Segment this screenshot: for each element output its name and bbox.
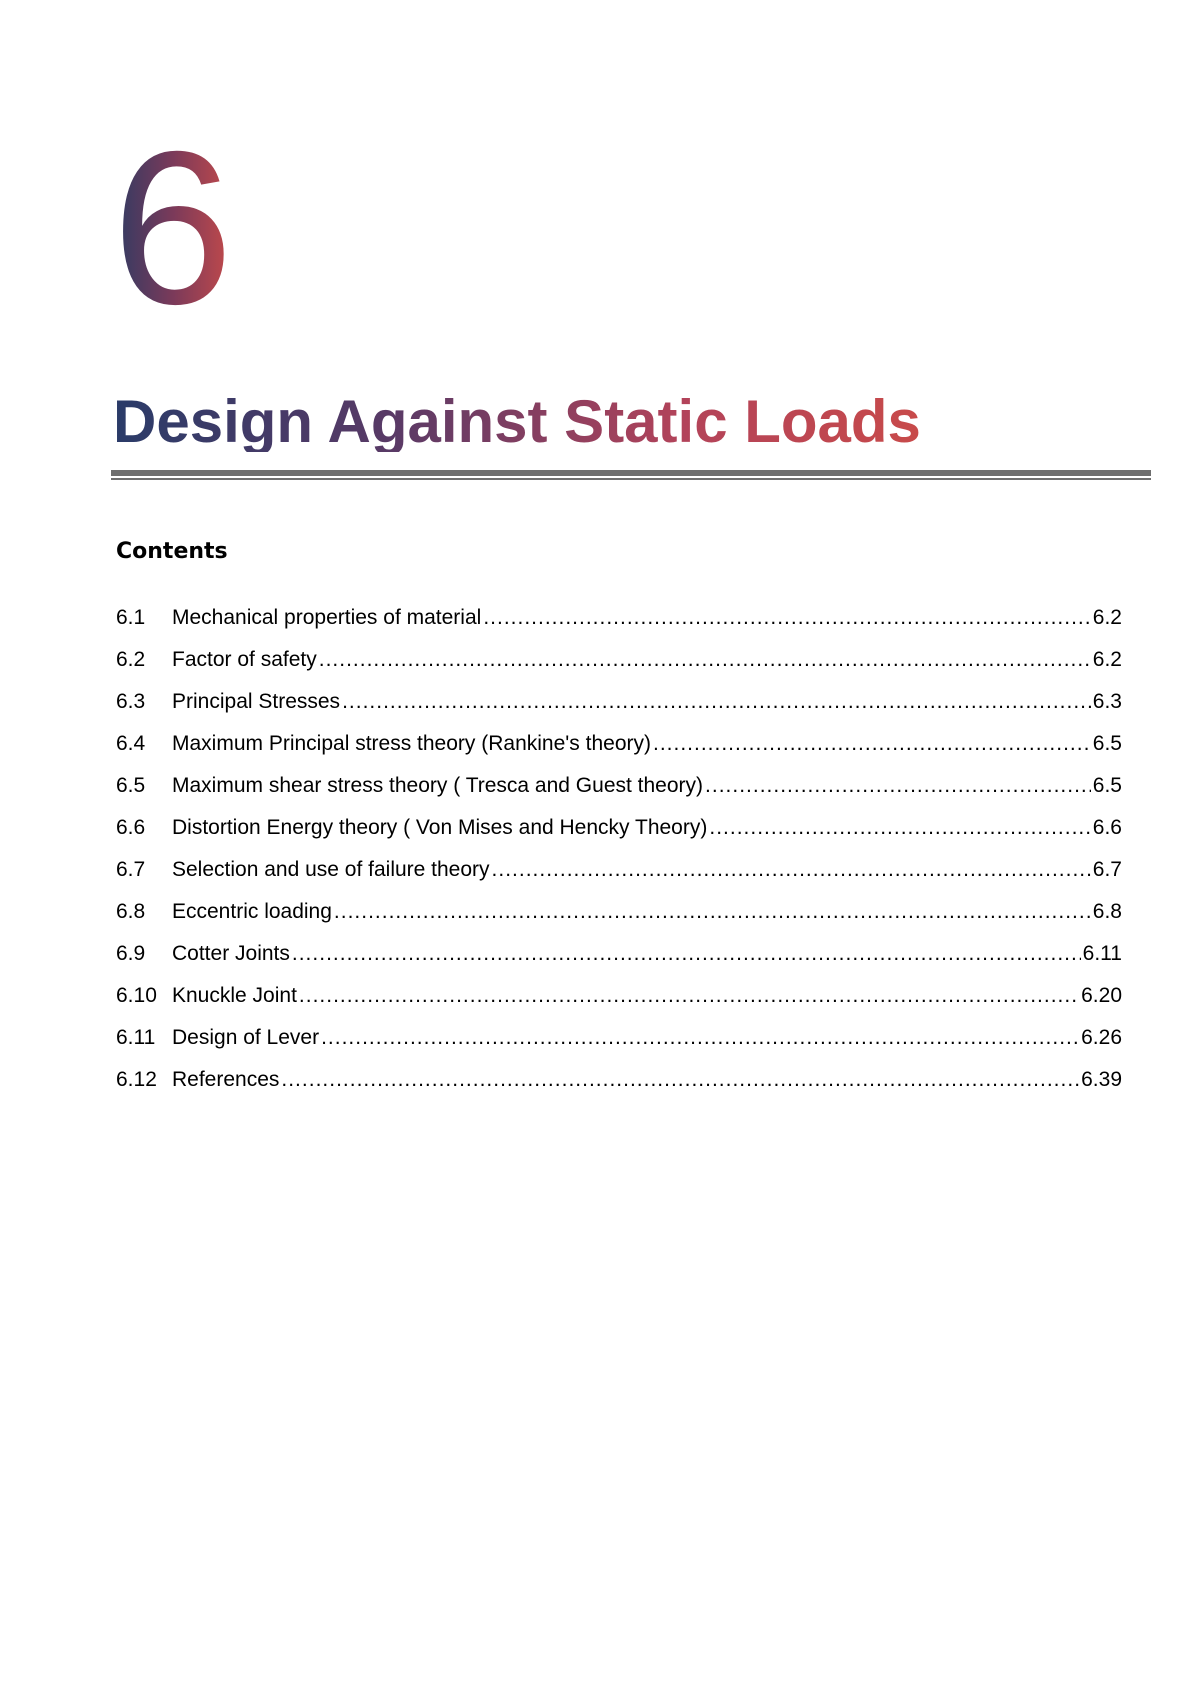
contents-heading: Contents: [116, 539, 228, 564]
toc-entry-number: 6.6: [116, 816, 146, 839]
toc-entry-title: Maximum shear stress theory ( Tresca and Guest theory): [172, 774, 704, 797]
toc-leader-dots: [483, 603, 1090, 633]
toc-entry-title: Design of Lever: [172, 1026, 320, 1049]
toc-entry-page: 6.20: [1081, 984, 1122, 1007]
toc-entry-title: Eccentric loading: [172, 900, 332, 923]
toc-leader-dots: [334, 897, 1091, 927]
toc-entry-title: Cotter Joints: [172, 942, 290, 965]
toc-entry-page: 6.39: [1081, 1068, 1122, 1091]
toc-entry-page: 6.26: [1081, 1026, 1122, 1049]
toc-entry-number: 6.7: [116, 858, 146, 881]
title-divider: [111, 470, 1151, 480]
toc-entry[interactable]: [116, 897, 1122, 939]
toc-entry-number: 6.10: [116, 984, 157, 1007]
toc-entry-title: Mechanical properties of material: [172, 606, 482, 629]
toc-entry-title: Knuckle Joint: [172, 984, 297, 1007]
toc-entry[interactable]: [116, 771, 1122, 813]
toc-entry-page: 6.5: [1092, 732, 1122, 755]
toc-leader-dots: [299, 981, 1079, 1011]
toc-entry[interactable]: [116, 1065, 1122, 1107]
toc-entry-number: 6.9: [116, 942, 146, 965]
toc-entry-page: 6.7: [1092, 858, 1122, 881]
toc-entry-title: Distortion Energy theory ( Von Mises and Hencky Theory): [172, 816, 708, 839]
toc-entry-title: References: [172, 1068, 280, 1091]
toc-entry[interactable]: [116, 645, 1122, 687]
toc-entry[interactable]: [116, 981, 1122, 1023]
toc-entry[interactable]: [116, 729, 1122, 771]
toc-entry-page: 6.2: [1092, 606, 1122, 629]
toc-leader-dots: [653, 729, 1091, 759]
toc-leader-dots: [292, 939, 1081, 969]
toc-entry-page: 6.3: [1092, 690, 1122, 713]
toc-entry-title: Principal Stresses: [172, 690, 341, 713]
toc-entry-number: 6.11: [116, 1026, 156, 1049]
toc-leader-dots: [709, 813, 1090, 843]
toc-entry[interactable]: [116, 1023, 1122, 1065]
toc-entry-title: Factor of safety: [172, 648, 317, 671]
toc-entry-title: Maximum Principal stress theory (Rankine's theory): [172, 732, 651, 755]
toc-leader-dots: [321, 1023, 1079, 1053]
toc-entry-page: 6.5: [1092, 774, 1122, 797]
toc-entry-page: 6.2: [1092, 648, 1122, 671]
toc-entry-number: 6.4: [116, 732, 146, 755]
chapter-number: 6: [112, 107, 234, 350]
table-of-contents: [116, 603, 1122, 1107]
toc-entry[interactable]: [116, 687, 1122, 729]
toc-entry-number: 6.12: [116, 1068, 157, 1091]
toc-leader-dots: [705, 771, 1091, 801]
toc-entry-page: 6.8: [1092, 900, 1122, 923]
toc-leader-dots: [281, 1065, 1079, 1095]
toc-entry[interactable]: [116, 939, 1122, 981]
toc-entry-number: 6.3: [116, 690, 146, 713]
toc-leader-dots: [342, 687, 1091, 717]
toc-entry-number: 6.8: [116, 900, 146, 923]
toc-entry-number: 6.1: [116, 606, 146, 629]
toc-leader-dots: [319, 645, 1091, 675]
toc-leader-dots: [492, 855, 1091, 885]
toc-entry-number: 6.5: [116, 774, 146, 797]
chapter-title: Design Against Static Loads: [113, 388, 921, 455]
toc-entry-title: Selection and use of failure theory: [172, 858, 490, 881]
toc-entry[interactable]: [116, 813, 1122, 855]
toc-entry-page: 6.11: [1082, 942, 1122, 965]
toc-entry-number: 6.2: [116, 648, 146, 671]
toc-entry[interactable]: [116, 603, 1122, 645]
toc-entry[interactable]: [116, 855, 1122, 897]
toc-entry-page: 6.6: [1092, 816, 1122, 839]
